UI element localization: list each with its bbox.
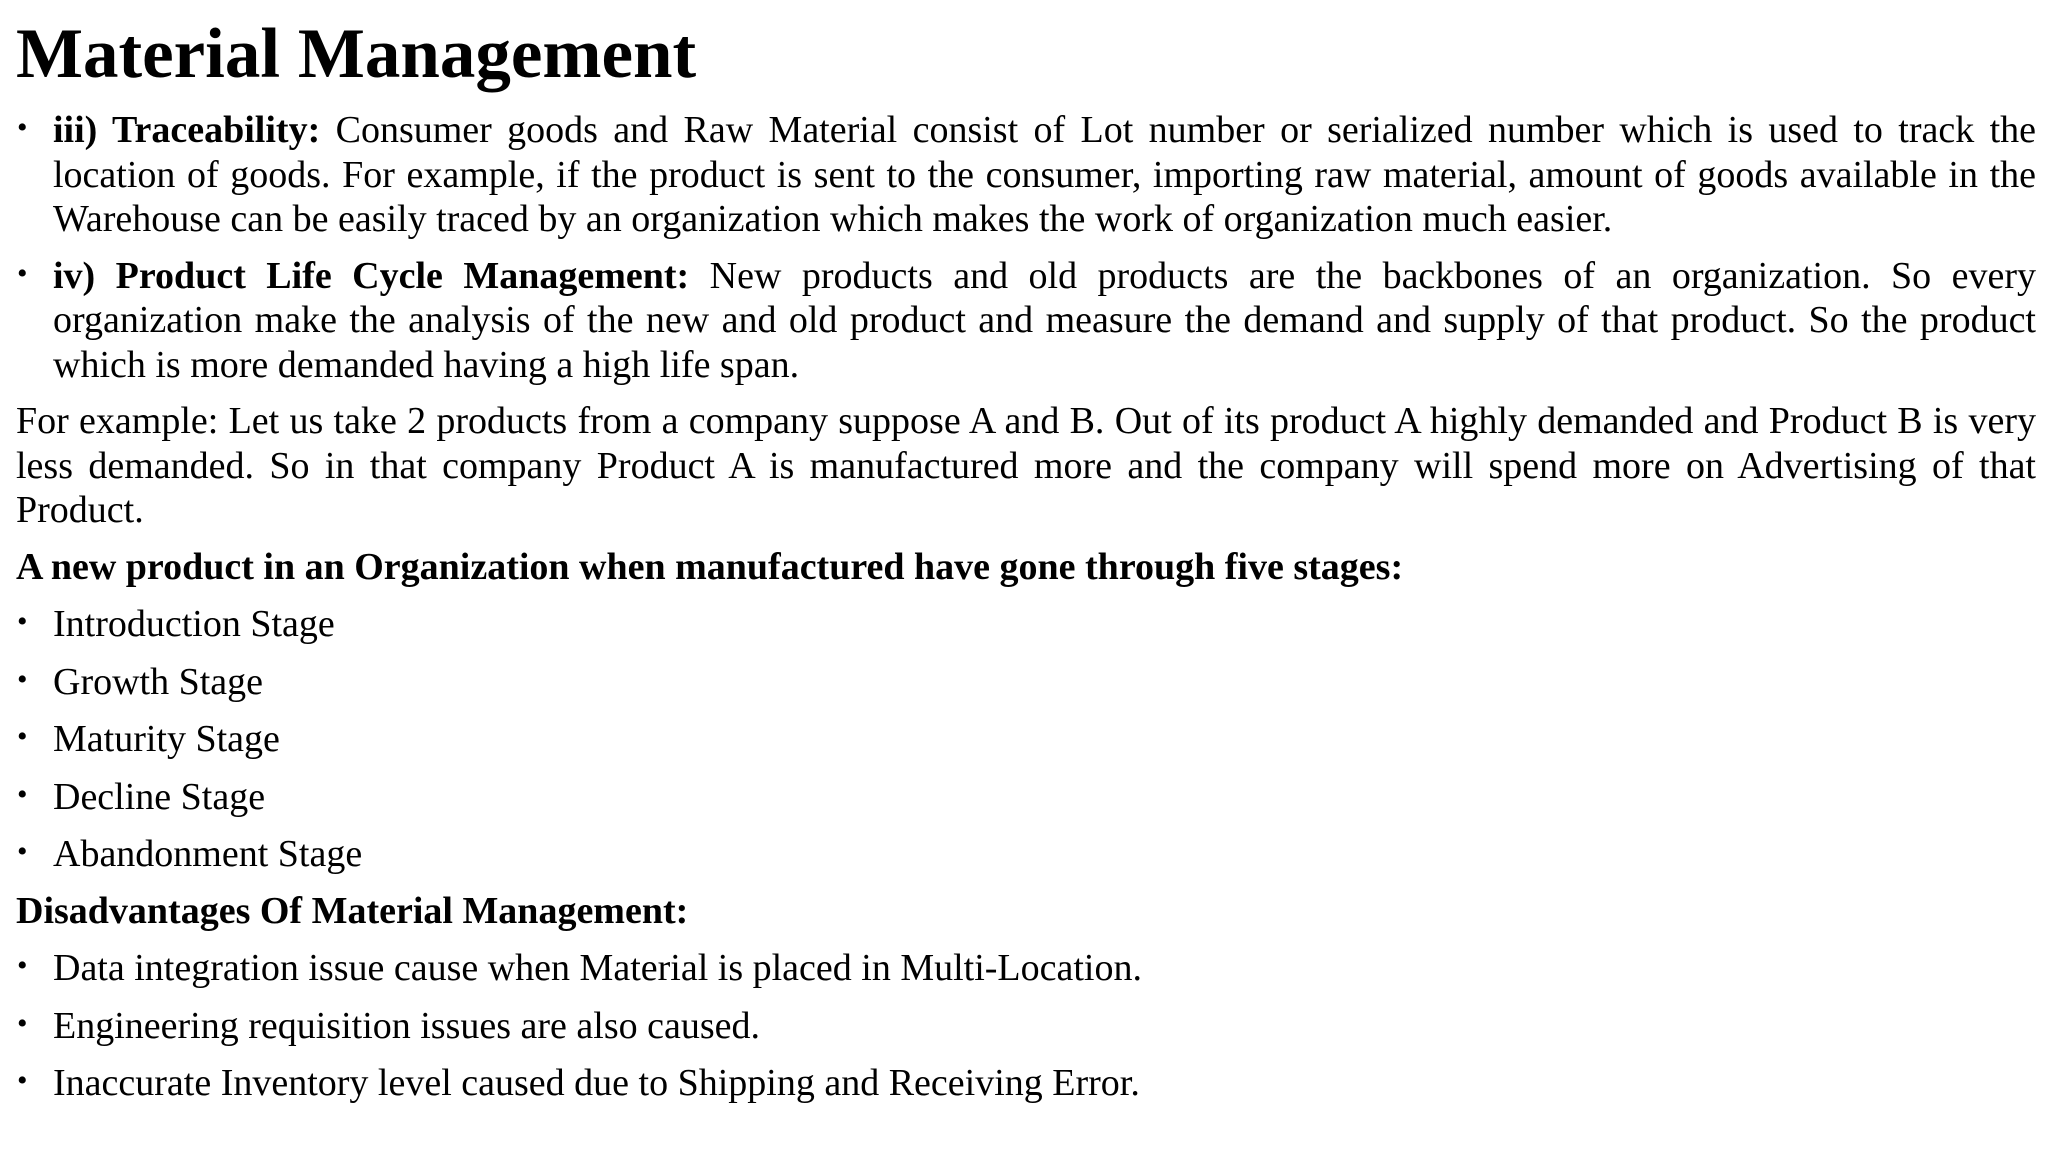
feature-label: iii) Traceability: — [53, 109, 321, 151]
list-item: • Engineering requisition issues are also caused. — [16, 1004, 2036, 1049]
list-item: • Abandonment Stage — [16, 832, 2036, 877]
feature-text: Consumer goods and Raw Material consist of Lot number or serialized number which is used to track the location of goods. For example, if the product is sent to the consumer, importing raw material, amount of goods available in the Warehouse can be easily traced by an organization which makes the work of organization much easier. — [53, 109, 2036, 240]
list-item: • Inaccurate Inventory level caused due to Shipping and Receiving Error. — [16, 1061, 2036, 1106]
feature-label: iv) Product Life Cycle Management: — [53, 254, 690, 297]
feature-item-product-life-cycle — [16, 254, 2036, 388]
stages-list — [16, 602, 2036, 877]
example-paragraph: For example: Let us take 2 products from a company suppose A and B. Out of its product A highly demanded and Product B is very less demanded. So in that company Product A is manufactured more and the company will spend more on Advertising of that Product. — [16, 400, 2036, 531]
list-item: • Growth Stage — [16, 660, 2036, 705]
feature-item-traceability — [16, 108, 2036, 242]
feature-text: New products and old products are the backbones of an organization. So every organization make the analysis of the new and old product and measure the demand and supply of that product. So the product which is more demanded having a high life span. — [53, 254, 2037, 386]
disadvantages-heading: Disadvantages Of Material Management: — [16, 889, 689, 932]
list-item: • Decline Stage — [16, 775, 2036, 820]
disadvantages-list — [16, 946, 2036, 1106]
list-item: • Data integration issue cause when Material is placed in Multi-Location. — [16, 946, 2036, 991]
list-item: • Maturity Stage — [16, 717, 2036, 762]
stages-heading: A new product in an Organization when manufactured have gone through five stages: — [16, 545, 1404, 588]
feature-list — [16, 108, 2036, 387]
list-item: • Introduction Stage — [16, 602, 2036, 647]
page-title: Material Management — [16, 15, 697, 93]
document-page — [16, 0, 2036, 1106]
